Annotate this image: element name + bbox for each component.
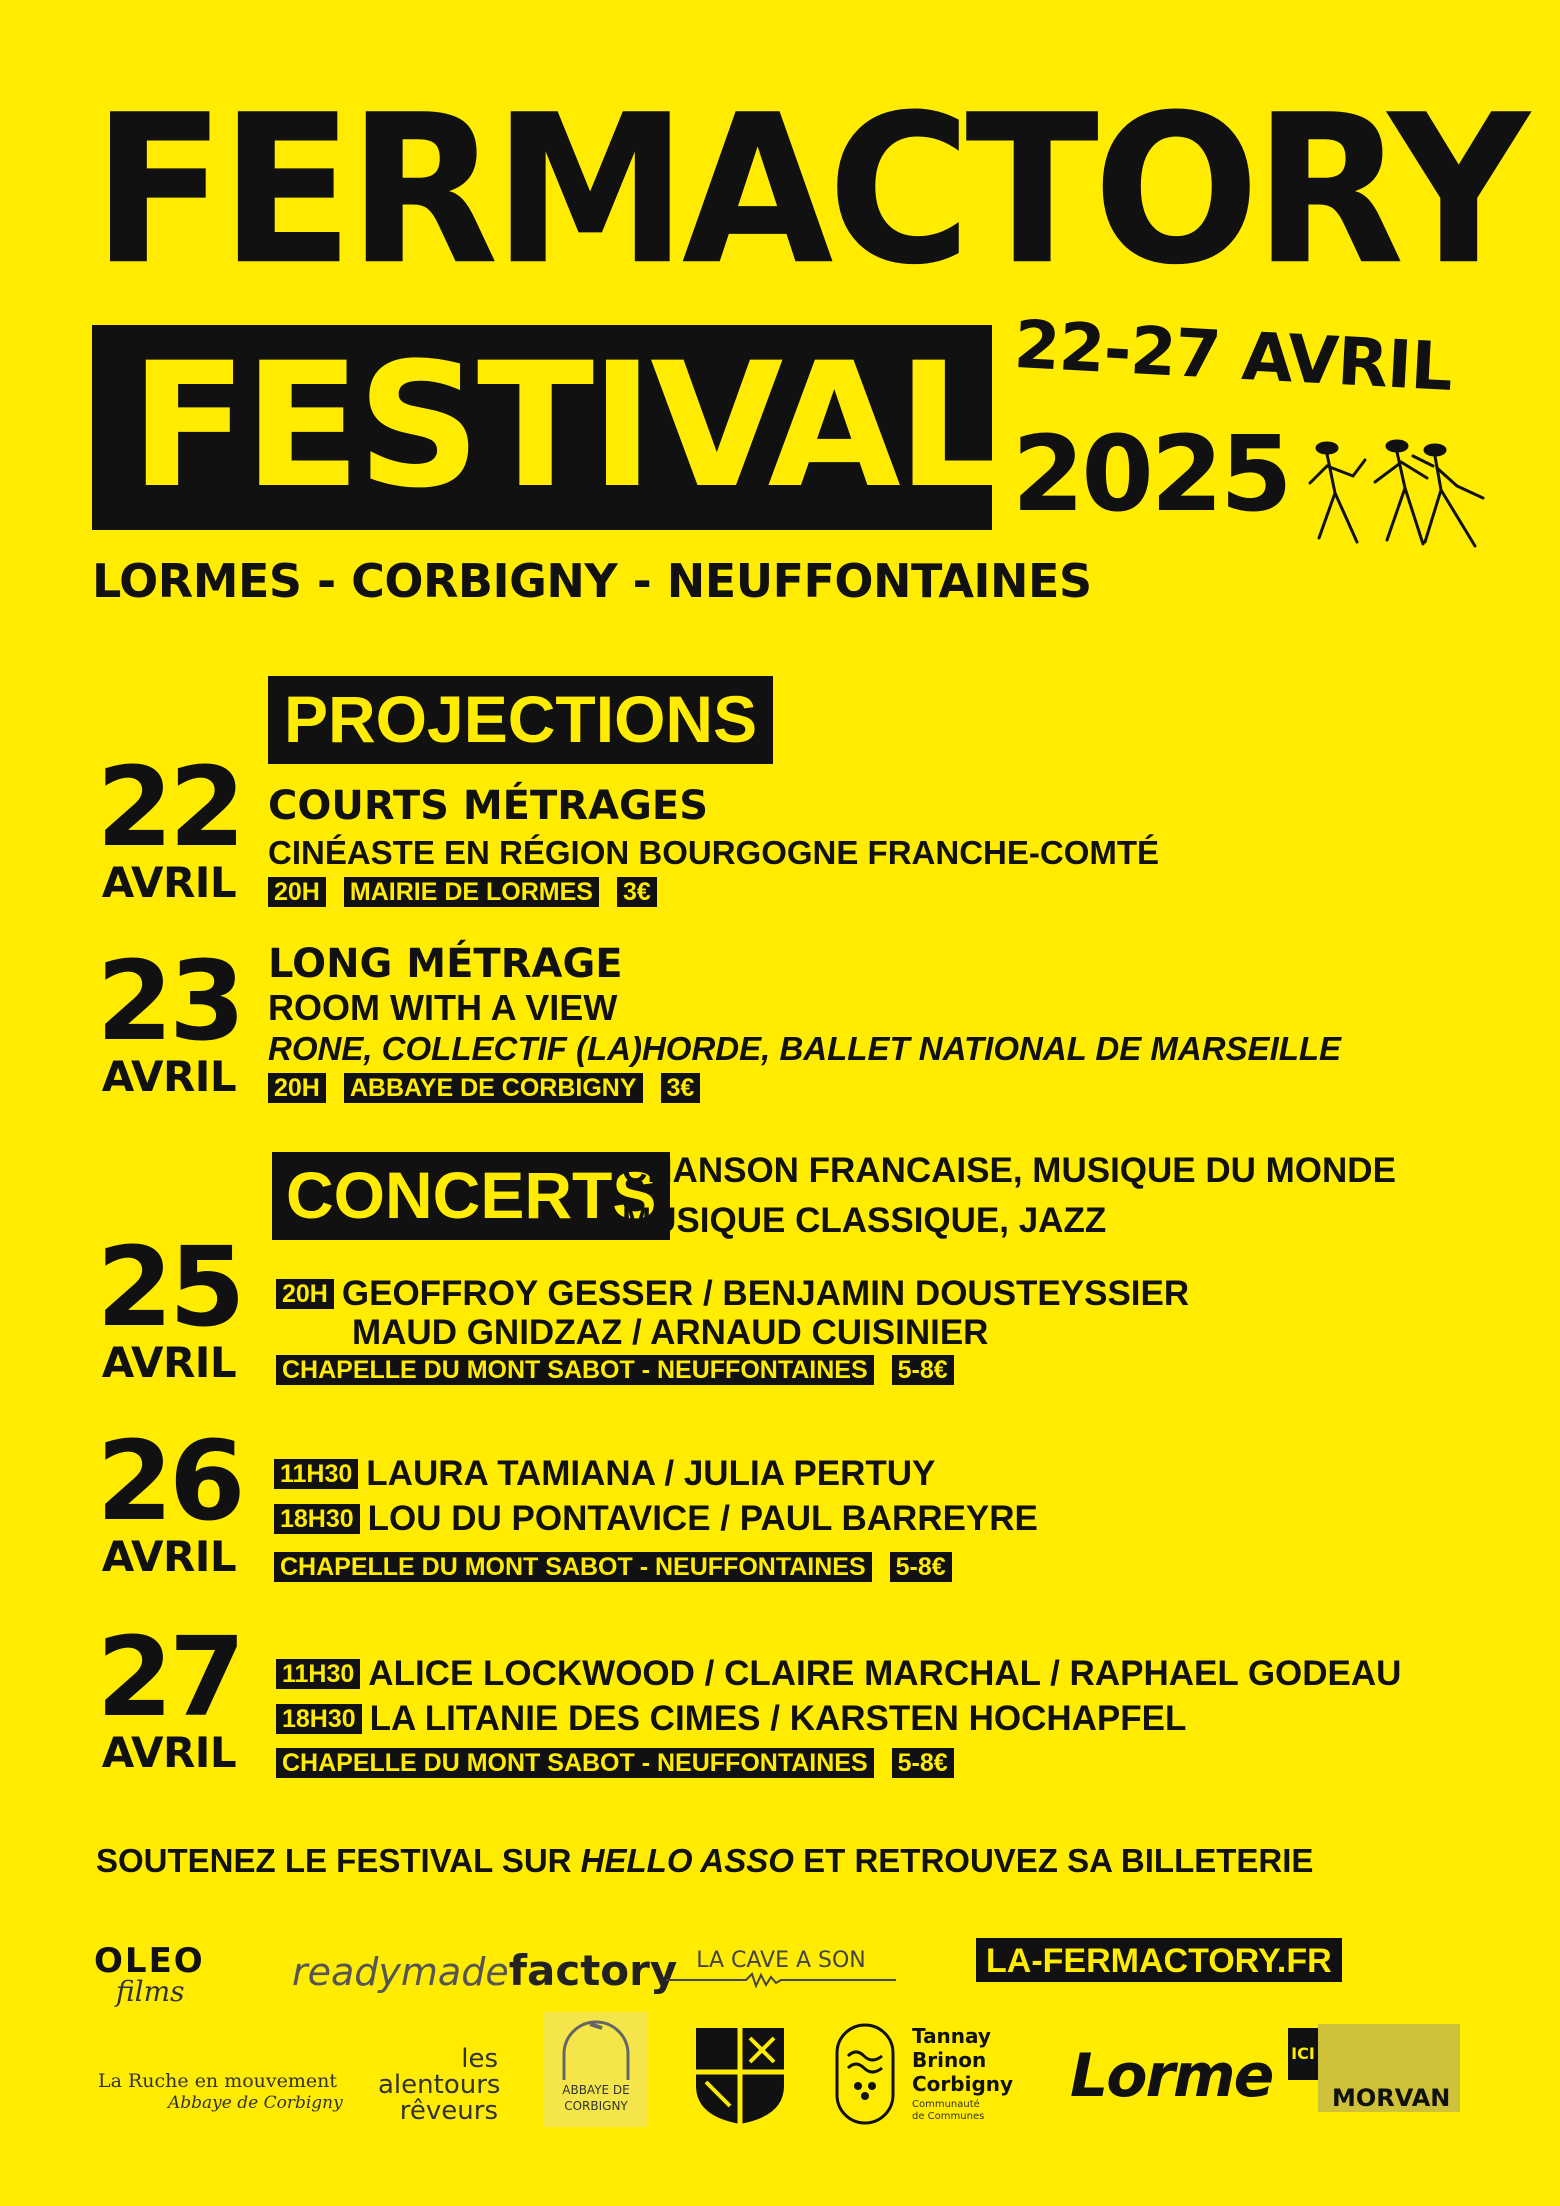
- time-badge: 11H30: [274, 1459, 358, 1489]
- venue-badge: ABBAYE DE CORBIGNY: [344, 1073, 643, 1103]
- oleo-films-logo: OLEO films: [94, 1941, 205, 2008]
- venue-badge: CHAPELLE DU MONT SABOT - NEUFFONTAINES: [274, 1552, 872, 1582]
- day-26: [84, 1417, 254, 1581]
- festival-cities: LORMES - CORBIGNY - NEUFFONTAINES: [92, 554, 1092, 608]
- concerts-tag: CONCERTS: [272, 1152, 670, 1240]
- festival-year: 2025: [1012, 413, 1290, 535]
- performance: [276, 1701, 1186, 1736]
- performers: MAUD GNIDZAZ / ARNAUD CUISINIER: [352, 1313, 989, 1352]
- alentours-reveurs-logo: les alentours rêveurs: [378, 2044, 501, 2126]
- support-text: SOUTENEZ LE FESTIVAL SUR: [96, 1842, 581, 1879]
- price-badge: 3€: [617, 877, 657, 907]
- support-line: [96, 1842, 1313, 1880]
- hello-asso-link[interactable]: HELLO ASSO: [580, 1842, 794, 1879]
- day-22: [84, 743, 254, 907]
- day-27: [84, 1613, 254, 1777]
- event-details: [268, 877, 675, 907]
- concert-genres: MUSIQUE CLASSIQUE, JAZZ: [622, 1201, 1107, 1240]
- time-badge: 18H30: [274, 1504, 360, 1534]
- price-badge: 3€: [661, 1073, 701, 1103]
- support-text: ET RETROUVEZ SA BILLETERIE: [793, 1842, 1314, 1879]
- price-badge: 5-8€: [892, 1748, 954, 1778]
- community-emblem-icon: [834, 2022, 896, 2126]
- venue-badge: MAIRIE DE LORMES: [344, 877, 599, 907]
- readymade-factory-logo: readymadefactory: [292, 1946, 678, 1995]
- time-badge: 20H: [268, 1073, 326, 1103]
- performance: [276, 1276, 1189, 1311]
- coat-of-arms-icon: [694, 2026, 786, 2126]
- concert-genres: CHANSON FRANCAISE, MUSIQUE DU MONDE: [622, 1151, 1396, 1190]
- event-type: COURTS MÉTRAGES: [268, 783, 708, 829]
- festival-title: FERMACTORY: [92, 71, 1524, 311]
- day-month: AVRIL: [101, 1338, 237, 1387]
- day-number: 27: [96, 1613, 242, 1741]
- ici-morvan-logo: ICI MORVAN: [1288, 2024, 1460, 2112]
- la-ruche-logo: La Ruche en mouvement Abbaye de Corbigny: [98, 2070, 343, 2113]
- event-details: [276, 1355, 972, 1385]
- price-badge: 5-8€: [892, 1355, 954, 1385]
- time-badge: 18H30: [276, 1704, 362, 1734]
- venue-badge: CHAPELLE DU MONT SABOT - NEUFFONTAINES: [276, 1355, 874, 1385]
- performers: LAURA TAMIANA / JULIA PERTUY: [366, 1454, 936, 1493]
- day-25: [84, 1223, 254, 1387]
- day-month: AVRIL: [101, 858, 237, 907]
- performance: [276, 1656, 1401, 1691]
- soundwave-icon: [666, 1972, 896, 1988]
- price-badge: 5-8€: [890, 1552, 952, 1582]
- abbaye-corbigny-logo: ABBAYE DE CORBIGNY: [544, 2012, 648, 2127]
- time-badge: 20H: [276, 1279, 334, 1309]
- day-month: AVRIL: [101, 1052, 237, 1101]
- performers: LA LITANIE DES CIMES / KARSTEN HOCHAPFEL: [369, 1699, 1187, 1738]
- performers: LOU DU PONTAVICE / PAUL BARREYRE: [367, 1499, 1038, 1538]
- time-badge: 11H30: [276, 1659, 360, 1689]
- event-subtitle: ROOM WITH A VIEW: [268, 987, 618, 1028]
- festival-label: FESTIVAL: [130, 325, 1003, 526]
- festival-dates: 22-27 AVRIL: [1012, 306, 1454, 406]
- event-type: LONG MÉTRAGE: [268, 941, 623, 987]
- day-number: 25: [96, 1223, 242, 1351]
- event-details: [276, 1748, 972, 1778]
- time-badge: 20H: [268, 877, 326, 907]
- day-month: AVRIL: [101, 1532, 237, 1581]
- day-month: AVRIL: [101, 1728, 237, 1777]
- event-details: [268, 1073, 718, 1103]
- day-number: 26: [96, 1417, 242, 1545]
- performers: ALICE LOCKWOOD / CLAIRE MARCHAL / RAPHAEL GODEAU: [368, 1654, 1402, 1693]
- projections-tag: PROJECTIONS: [268, 676, 773, 764]
- venue-badge: CHAPELLE DU MONT SABOT - NEUFFONTAINES: [276, 1748, 874, 1778]
- event-details: [274, 1552, 970, 1582]
- cave-a-son-logo: LA CAVE A SON: [666, 1950, 896, 1992]
- day-number: 22: [96, 743, 242, 871]
- performance: [274, 1501, 1038, 1536]
- performers: GEOFFROY GESSER / BENJAMIN DOUSTEYSSIER: [341, 1274, 1190, 1313]
- lorme-logo: Lorme: [1070, 2041, 1273, 2111]
- arch-icon: [544, 2020, 648, 2080]
- day-number: 23: [96, 937, 242, 1065]
- website-link[interactable]: LA-FERMACTORY.FR: [976, 1938, 1342, 1982]
- performance: [274, 1456, 935, 1491]
- dancers-illustration: [1305, 438, 1515, 550]
- event-credits: RONE, COLLECTIF (LA)HORDE, BALLET NATIONAL DE MARSEILLE: [268, 1030, 1342, 1067]
- event-subtitle: CINÉASTE EN RÉGION BOURGOGNE FRANCHE-COMTÉ: [268, 834, 1160, 871]
- day-23: [84, 937, 254, 1101]
